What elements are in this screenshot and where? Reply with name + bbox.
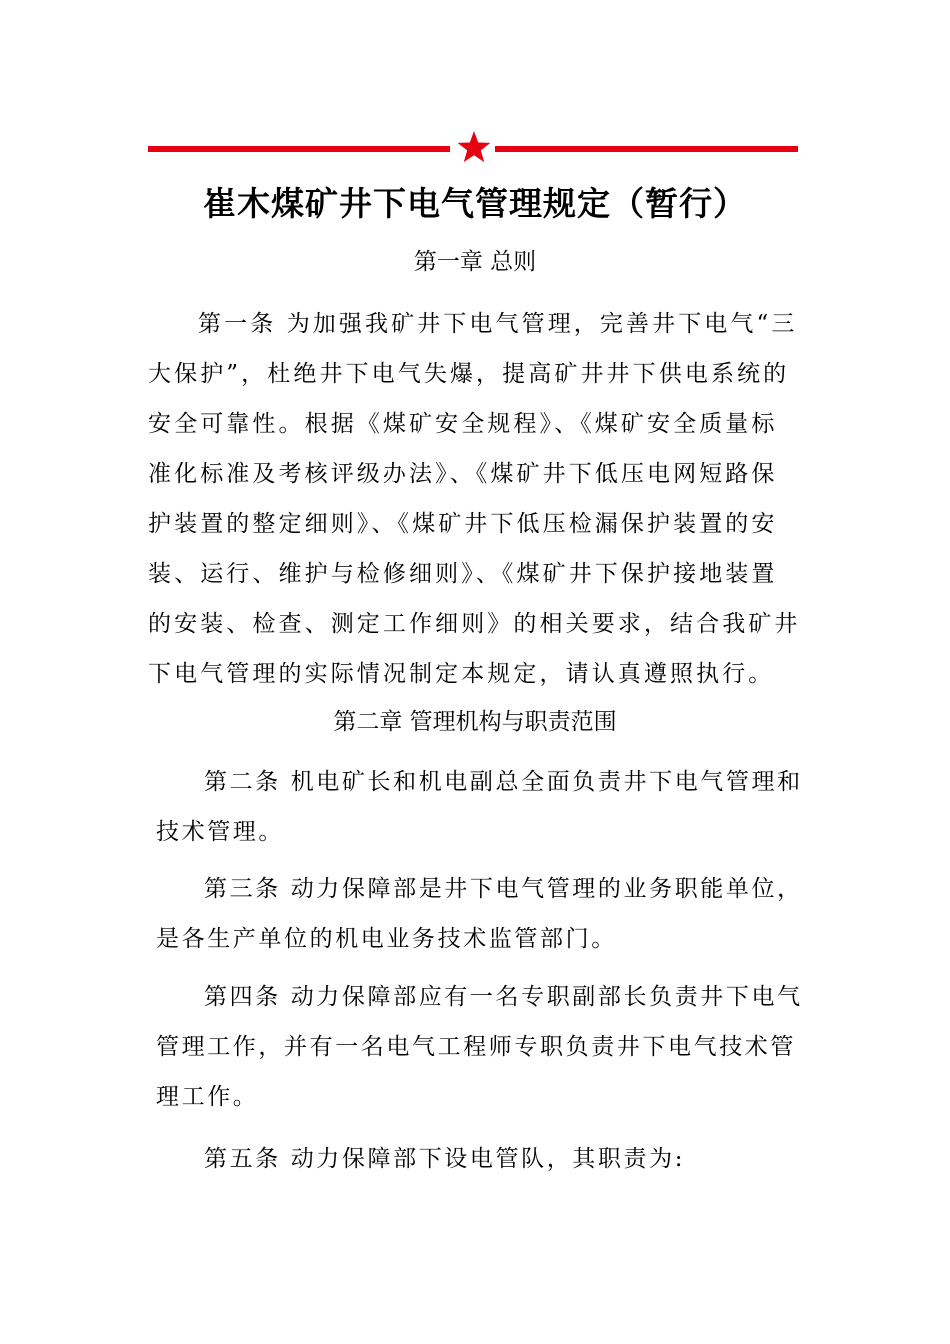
red-rule-right [495,146,798,152]
chapter-heading-1: 第一章 总则 [413,249,537,275]
red-star-icon [456,129,492,165]
article-line: 护装置的整定细则》、《煤矿井下低压检漏保护装置的安 [148,511,778,537]
article-line: 第三条 动力保障部是井下电气管理的业务职能单位， [204,876,803,902]
article-line: 装、运行、维护与检修细则》、《煤矿井下保护接地装置 [148,561,778,587]
article-line: 第一条 为加强我矿井下电气管理，完善井下电气“三 [198,311,798,337]
chapter-heading-2: 第二章 管理机构与职责范围 [333,709,617,735]
article-line: 大保护”，杜绝井下电气失爆，提高矿井井下供电系统的 [148,361,790,387]
article-line: 准化标准及考核评级办法》、《煤矿井下低压电网短路保 [148,461,778,487]
red-rule-left [148,146,450,152]
article-line: 第二条 机电矿长和机电副总全面负责井下电气管理和 [204,769,803,795]
article-line: 技术管理。 [156,819,284,845]
red-header-rule [148,129,798,169]
article-line: 安全可靠性。根据《煤矿安全规程》、《煤矿安全质量标 [148,411,778,437]
article-line: 第五条 动力保障部下设电管队，其职责为: [204,1146,686,1172]
article-line: 第四条 动力保障部应有一名专职副部长负责井下电气 [204,984,803,1010]
article-line: 的安装、检查、测定工作细则》的相关要求，结合我矿井 [148,611,801,637]
article-line: 下电气管理的实际情况制定本规定，请认真遵照执行。 [148,661,775,687]
document-title: 崔木煤矿井下电气管理规定（暂行） [203,184,747,223]
article-line: 是各生产单位的机电业务技术监管部门。 [156,926,617,952]
article-line: 管理工作，并有一名电气工程师专职负责井下电气技术管 [156,1034,796,1060]
article-line: 理工作。 [156,1084,259,1110]
